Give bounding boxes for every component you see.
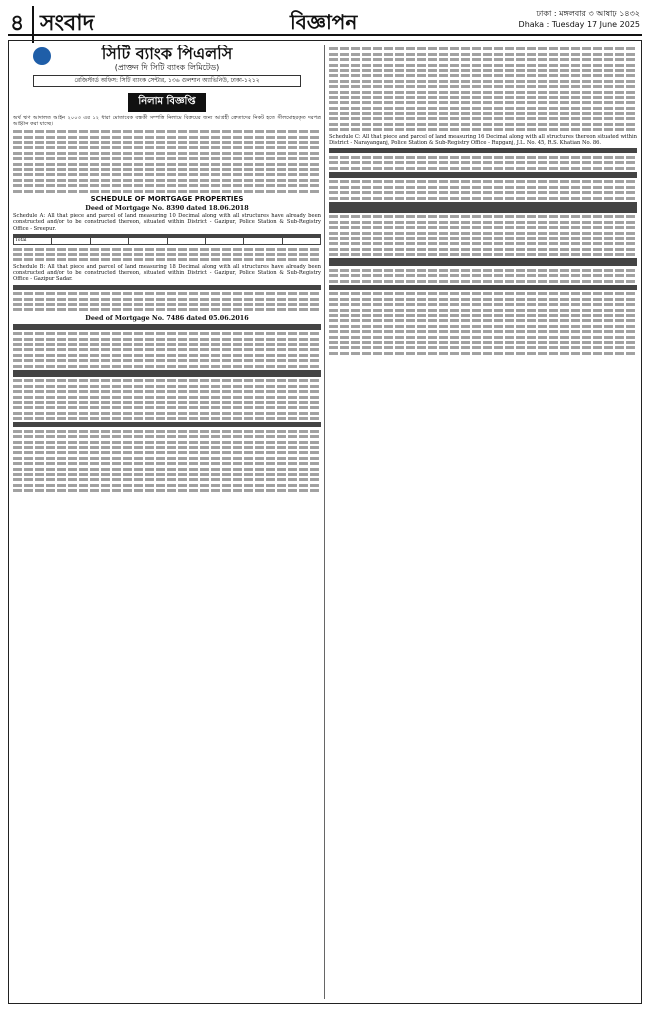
auction-notice-ad xyxy=(8,40,642,1004)
schedule-table-4 xyxy=(13,370,321,377)
schedule-table-7 xyxy=(329,172,637,178)
right-column xyxy=(329,45,637,999)
date-bengali: ঢাকা : মঙ্গলবার ৩ আষাঢ় ১৪৩২ xyxy=(536,9,640,18)
deed-title-1: Deed of Mortgage No. 8390 dated 18.06.2018 xyxy=(85,203,249,212)
schedule-table-3 xyxy=(13,324,321,330)
schedule-b-text: Schedule B: All that piece and parcel of land measuring 18 Decimal along with all structures have already been constructed and/or to be constructed thereon, situated within District - Gazipur, Police Station & Sub-Registry Office - Gazipur Sadar. xyxy=(13,263,321,283)
bank-former-name: (প্রাক্তন দি সিটি ব্যাংক লিমিটেড) xyxy=(114,63,220,72)
notice-title: নিলাম বিজ্ঞপ্তি xyxy=(128,93,205,112)
column-divider xyxy=(324,45,325,999)
bank-address: রেজিস্টার্ড অফিস: সিটি ব্যাংক সেন্টার, ১৩৬ গুলশান অ্যাভিনিউ, ঢাকা-১২১২ xyxy=(33,75,301,87)
bank-name: সিটি ব্যাংক পিএলসি xyxy=(101,45,233,63)
intro-text: অর্থ ঋণ আদালত আইন ২০০৩ এর ১২ ধারা মোতাবেক বন্ধকী সম্পত্তি নিলামে বিক্রয়ের জন্য আগ্রহী ক্রেতাদের নিকট হতে সীলমোহরকৃত দরপত্র আহ্বান করা যাচ্ছে। xyxy=(13,115,321,128)
schedule-table-8 xyxy=(329,202,637,213)
schedule-table-2 xyxy=(13,285,321,290)
schedule-table-6 xyxy=(329,148,637,153)
bank-logo-icon xyxy=(33,47,51,65)
schedule-title: SCHEDULE OF MORTGAGE PROPERTIES xyxy=(90,194,244,203)
schedule-a-text: Schedule A: All that piece and parcel of land measuring 10 Decimal along with all structures have already been constructed and/or to be constructed thereon, situated within District - Gazipur, Police Station & Sub-Registry Office - Sreepur. xyxy=(13,212,321,232)
ad-header xyxy=(13,45,321,114)
deed-title-2: Deed of Mortgage No. 7486 dated 05.06.2016 xyxy=(85,313,249,322)
masthead xyxy=(8,6,642,36)
newspaper-logo: সংবাদ xyxy=(32,6,94,43)
page-number: ৪ xyxy=(10,11,25,36)
section-title: বিজ্ঞাপন xyxy=(290,10,358,34)
schedule-table-1 xyxy=(13,234,321,245)
schedule-table-9 xyxy=(329,258,637,266)
schedule-table-10 xyxy=(329,285,637,290)
schedule-c-text: Schedule C: All that piece and parcel of land measuring 16 Decimal along with all structures thereon situated within District - Narayanganj, Police Station & Sub-Registry Office - Rupganj, J.L. No. 45, R.S. Khatian No. 86. xyxy=(329,133,637,147)
dateline xyxy=(519,8,640,30)
left-column xyxy=(13,45,321,999)
table-total-label: Total xyxy=(14,238,52,245)
schedule-table-5 xyxy=(13,422,321,427)
date-english: Dhaka : Tuesday 17 June 2025 xyxy=(518,20,640,29)
